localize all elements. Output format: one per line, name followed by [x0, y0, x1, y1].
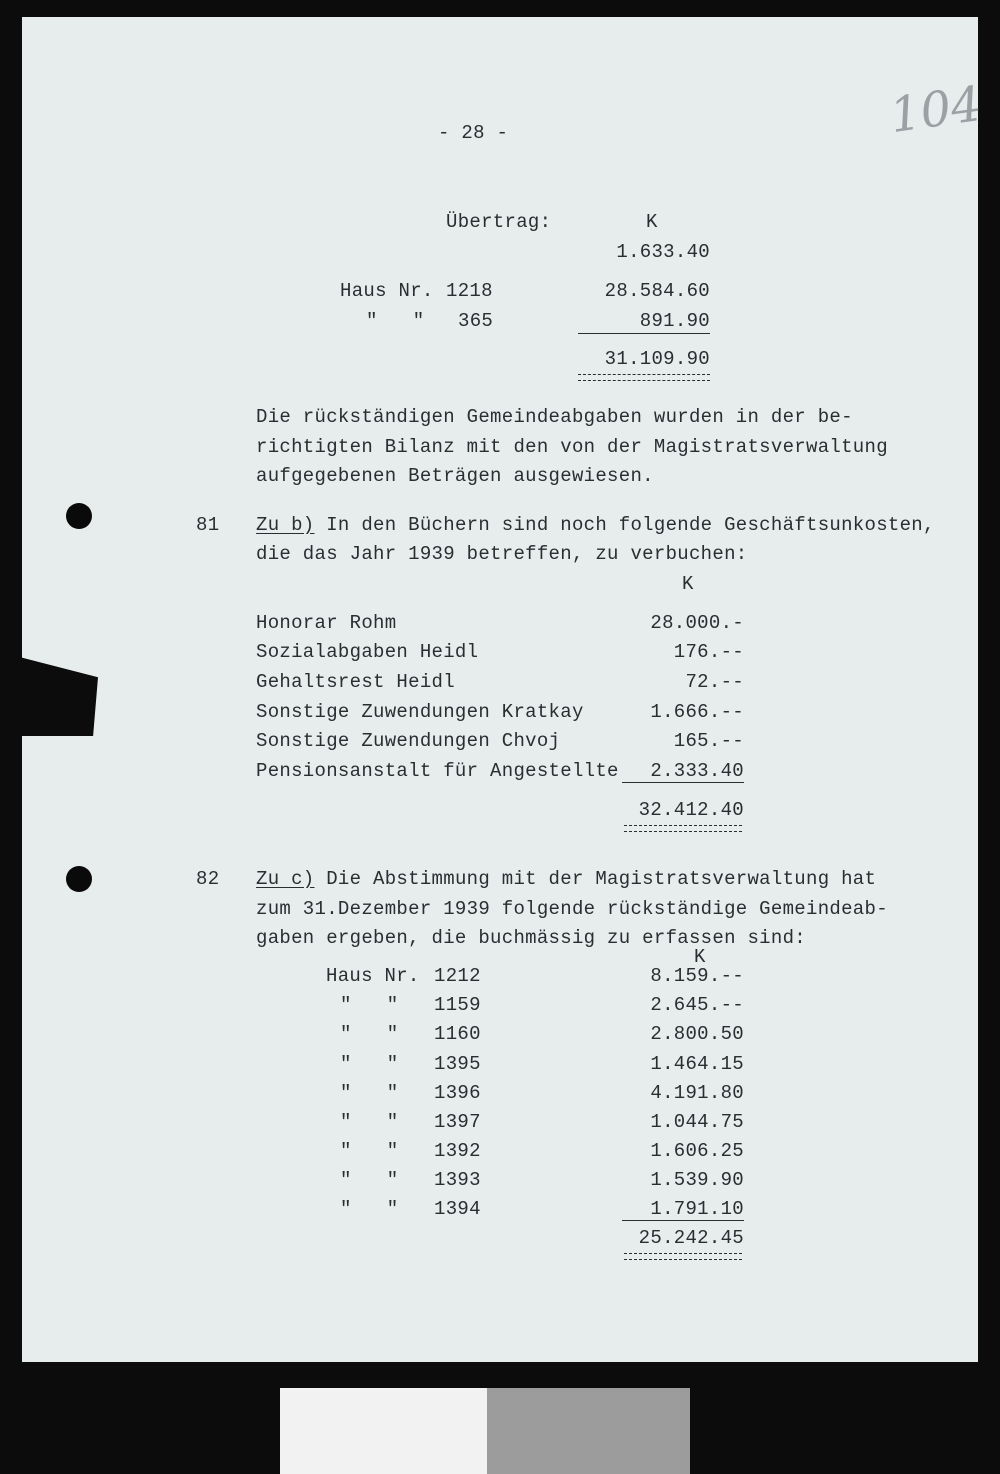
house-amount: 28.584.60: [604, 280, 710, 302]
house-amount: 1.464.15: [650, 1053, 744, 1075]
expense-label: Sozialabgaben Heidl: [256, 641, 479, 663]
section-ref: Zu b): [256, 514, 315, 536]
house-number: 1159: [434, 994, 481, 1016]
expense-label: Sonstige Zuwendungen Kratkay: [256, 701, 584, 723]
paragraph-line: aufgegebenen Beträgen ausgewiesen.: [256, 465, 654, 487]
house-prefix: Haus Nr.: [326, 965, 420, 987]
total-double-rule: [624, 825, 742, 832]
house-number: 1395: [434, 1053, 481, 1075]
house-prefix: " ": [366, 310, 425, 332]
house-amount: 1.539.90: [650, 1169, 744, 1191]
expense-label: Gehaltsrest Heidl: [256, 671, 455, 693]
subtotal-rule: [622, 1220, 744, 1221]
house-amount: 891.90: [639, 310, 710, 332]
house-total: 25.242.45: [638, 1227, 744, 1249]
total-double-rule: [578, 374, 710, 381]
house-prefix: " ": [340, 1053, 399, 1075]
carry-label: Übertrag:: [446, 211, 552, 233]
section-line: gaben ergeben, die buchmässig zu erfassen sind:: [256, 927, 806, 949]
house-amount: 1.044.75: [650, 1111, 744, 1133]
page-number: - 28 -: [438, 122, 509, 144]
house-number: 365: [458, 310, 494, 332]
house-prefix: " ": [340, 1169, 399, 1191]
house-prefix: " ": [340, 1198, 399, 1220]
house-prefix: Haus Nr.: [340, 280, 434, 302]
house-prefix: " ": [340, 1023, 399, 1045]
section-text: [256, 867, 876, 891]
section-number: 82: [196, 868, 220, 890]
section-ref: Zu c): [256, 868, 315, 890]
carry-currency: K: [646, 211, 658, 233]
section-line: die das Jahr 1939 betreffen, zu verbuchen:: [256, 543, 748, 565]
house-prefix: " ": [340, 1082, 399, 1104]
house-amount: 2.645.--: [650, 994, 744, 1016]
calibration-card-grey: [487, 1388, 690, 1474]
section-line: In den Büchern sind noch folgende Geschäftsunkosten,: [314, 514, 935, 536]
currency-label: K: [694, 946, 706, 968]
house-amount: 1.791.10: [650, 1198, 744, 1220]
house-number: 1212: [434, 965, 481, 987]
section-number: 81: [196, 514, 220, 536]
calibration-card-white: [280, 1388, 487, 1474]
handwritten-page-number: 104: [886, 75, 986, 145]
house-number: 1393: [434, 1169, 481, 1191]
expense-amount: 28.000.-: [650, 612, 744, 634]
total-double-rule: [624, 1253, 742, 1260]
house-number: 1392: [434, 1140, 481, 1162]
punch-hole: [66, 866, 92, 892]
expense-amount: 165.--: [673, 730, 744, 752]
subtotal-rule: [622, 782, 744, 783]
carry-amount: 1.633.40: [616, 241, 710, 263]
expense-amount: 2.333.40: [650, 760, 744, 782]
house-amount: 1.606.25: [650, 1140, 744, 1162]
expense-total: 32.412.40: [638, 799, 744, 821]
paragraph-line: richtigten Bilanz mit den von der Magistratsverwaltung: [256, 436, 888, 458]
section-line: Die Abstimmung mit der Magistratsverwaltung hat: [314, 868, 877, 890]
expense-amount: 176.--: [673, 641, 744, 663]
house-number: 1396: [434, 1082, 481, 1104]
punch-hole: [66, 503, 92, 529]
expense-amount: 1.666.--: [650, 701, 744, 723]
currency-label: K: [682, 573, 694, 595]
house-number: 1394: [434, 1198, 481, 1220]
house-number: 1397: [434, 1111, 481, 1133]
section-line: zum 31.Dezember 1939 folgende rückständige Gemeindeab-: [256, 898, 888, 920]
subtotal-rule: [578, 333, 710, 334]
house-amount: 4.191.80: [650, 1082, 744, 1104]
expense-label: Sonstige Zuwendungen Chvoj: [256, 730, 561, 752]
expense-label: Pensionsanstalt für Angestellte: [256, 760, 619, 782]
house-amount: 8.159.--: [650, 965, 744, 987]
house-prefix: " ": [340, 1140, 399, 1162]
house-prefix: " ": [340, 994, 399, 1016]
paragraph-line: Die rückständigen Gemeindeabgaben wurden in der be-: [256, 406, 853, 428]
house-amount: 2.800.50: [650, 1023, 744, 1045]
carry-total: 31.109.90: [604, 348, 710, 370]
expense-label: Honorar Rohm: [256, 612, 397, 634]
expense-amount: 72.--: [685, 671, 744, 693]
house-prefix: " ": [340, 1111, 399, 1133]
house-number: 1218: [446, 280, 493, 302]
section-text: [256, 513, 935, 537]
house-number: 1160: [434, 1023, 481, 1045]
